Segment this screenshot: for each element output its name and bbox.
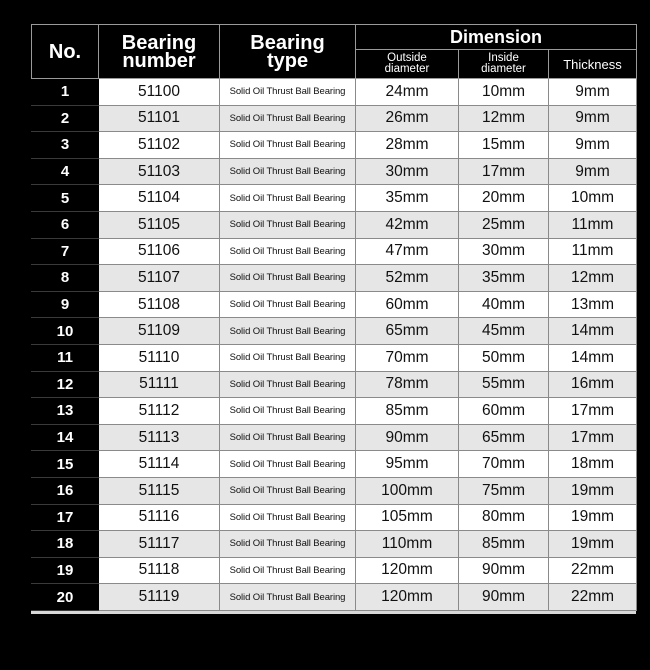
table-row [32,477,637,504]
table-header [32,25,637,79]
cell-outside-diameter: 24mm [356,79,459,106]
cell-bearing-number: 51104 [99,185,220,212]
cell-bearing-number: 51116 [99,504,220,531]
cell-bearing-type: Solid Oil Thrust Ball Bearing [220,344,356,371]
cell-bearing-number: 51115 [99,477,220,504]
cell-thickness: 19mm [549,477,637,504]
cell-thickness: 11mm [549,211,637,238]
cell-thickness: 17mm [549,424,637,451]
cell-outside-diameter: 78mm [356,371,459,398]
cell-inside-diameter: 20mm [459,185,549,212]
cell-no: 7 [32,238,99,265]
cell-bearing-type: Solid Oil Thrust Ball Bearing [220,265,356,292]
table-row [32,238,637,265]
cell-no: 5 [32,185,99,212]
cell-bearing-type: Solid Oil Thrust Ball Bearing [220,531,356,558]
header-dimension: Dimension [356,25,637,50]
table-row [32,557,637,584]
cell-thickness: 9mm [549,105,637,132]
cell-outside-diameter: 28mm [356,132,459,159]
table-row [32,318,637,345]
cell-no: 9 [32,291,99,318]
cell-thickness: 16mm [549,371,637,398]
header-outside-diameter: Outside diameter [356,50,459,79]
cell-bearing-number: 51109 [99,318,220,345]
cell-no: 4 [32,158,99,185]
cell-outside-diameter: 85mm [356,398,459,425]
cell-thickness: 9mm [549,158,637,185]
cell-thickness: 22mm [549,584,637,611]
cell-bearing-number: 51117 [99,531,220,558]
table-body [32,79,637,611]
cell-outside-diameter: 60mm [356,291,459,318]
table-row [32,185,637,212]
cell-no: 18 [32,531,99,558]
table-bottom-border [31,611,636,614]
cell-bearing-number: 51100 [99,79,220,106]
cell-inside-diameter: 65mm [459,424,549,451]
cell-bearing-type: Solid Oil Thrust Ball Bearing [220,132,356,159]
cell-outside-diameter: 42mm [356,211,459,238]
cell-outside-diameter: 65mm [356,318,459,345]
cell-inside-diameter: 80mm [459,504,549,531]
cell-thickness: 19mm [549,504,637,531]
cell-inside-diameter: 70mm [459,451,549,478]
cell-bearing-type: Solid Oil Thrust Ball Bearing [220,238,356,265]
cell-no: 15 [32,451,99,478]
cell-bearing-type: Solid Oil Thrust Ball Bearing [220,318,356,345]
cell-no: 8 [32,265,99,292]
cell-inside-diameter: 25mm [459,211,549,238]
cell-bearing-number: 51107 [99,265,220,292]
table-row [32,344,637,371]
cell-bearing-number: 51103 [99,158,220,185]
cell-inside-diameter: 35mm [459,265,549,292]
table-row [32,504,637,531]
table-row [32,291,637,318]
cell-thickness: 14mm [549,318,637,345]
cell-outside-diameter: 105mm [356,504,459,531]
table-row [32,371,637,398]
cell-outside-diameter: 90mm [356,424,459,451]
cell-no: 12 [32,371,99,398]
cell-outside-diameter: 26mm [356,105,459,132]
cell-bearing-type: Solid Oil Thrust Ball Bearing [220,291,356,318]
cell-bearing-type: Solid Oil Thrust Ball Bearing [220,451,356,478]
cell-bearing-type: Solid Oil Thrust Ball Bearing [220,504,356,531]
table-row [32,531,637,558]
header-thickness: Thickness [549,50,637,79]
table-row [32,398,637,425]
cell-outside-diameter: 120mm [356,584,459,611]
cell-thickness: 9mm [549,79,637,106]
cell-no: 19 [32,557,99,584]
cell-bearing-number: 51119 [99,584,220,611]
cell-inside-diameter: 15mm [459,132,549,159]
cell-bearing-number: 51114 [99,451,220,478]
cell-inside-diameter: 12mm [459,105,549,132]
cell-bearing-number: 51110 [99,344,220,371]
cell-no: 14 [32,424,99,451]
table-row [32,105,637,132]
table-row [32,584,637,611]
cell-outside-diameter: 52mm [356,265,459,292]
cell-outside-diameter: 30mm [356,158,459,185]
cell-thickness: 18mm [549,451,637,478]
cell-bearing-type: Solid Oil Thrust Ball Bearing [220,185,356,212]
cell-inside-diameter: 60mm [459,398,549,425]
cell-bearing-type: Solid Oil Thrust Ball Bearing [220,424,356,451]
cell-bearing-number: 51101 [99,105,220,132]
cell-inside-diameter: 90mm [459,584,549,611]
cell-thickness: 22mm [549,557,637,584]
cell-no: 1 [32,79,99,106]
cell-no: 16 [32,477,99,504]
cell-bearing-type: Solid Oil Thrust Ball Bearing [220,557,356,584]
cell-thickness: 9mm [549,132,637,159]
cell-bearing-type: Solid Oil Thrust Ball Bearing [220,584,356,611]
cell-no: 10 [32,318,99,345]
header-bearing-number: Bearing number [99,25,220,79]
header-no: No. [32,25,99,79]
cell-outside-diameter: 47mm [356,238,459,265]
cell-bearing-type: Solid Oil Thrust Ball Bearing [220,158,356,185]
table-row [32,132,637,159]
cell-bearing-number: 51106 [99,238,220,265]
cell-bearing-number: 51111 [99,371,220,398]
cell-thickness: 14mm [549,344,637,371]
cell-bearing-type: Solid Oil Thrust Ball Bearing [220,79,356,106]
cell-bearing-number: 51112 [99,398,220,425]
cell-bearing-number: 51113 [99,424,220,451]
header-bearing-type: Bearing type [220,25,356,79]
table-row [32,211,637,238]
cell-thickness: 13mm [549,291,637,318]
cell-no: 11 [32,344,99,371]
cell-inside-diameter: 50mm [459,344,549,371]
table-row [32,424,637,451]
cell-thickness: 10mm [549,185,637,212]
cell-bearing-type: Solid Oil Thrust Ball Bearing [220,211,356,238]
cell-outside-diameter: 100mm [356,477,459,504]
cell-outside-diameter: 70mm [356,344,459,371]
cell-bearing-type: Solid Oil Thrust Ball Bearing [220,398,356,425]
table-row [32,265,637,292]
table-row [32,158,637,185]
cell-outside-diameter: 110mm [356,531,459,558]
bearing-table-container [31,24,636,611]
cell-no: 3 [32,132,99,159]
cell-thickness: 12mm [549,265,637,292]
cell-no: 17 [32,504,99,531]
cell-inside-diameter: 17mm [459,158,549,185]
cell-inside-diameter: 10mm [459,79,549,106]
cell-inside-diameter: 90mm [459,557,549,584]
cell-bearing-type: Solid Oil Thrust Ball Bearing [220,371,356,398]
cell-no: 2 [32,105,99,132]
cell-thickness: 11mm [549,238,637,265]
header-inside-diameter: Inside diameter [459,50,549,79]
cell-bearing-type: Solid Oil Thrust Ball Bearing [220,105,356,132]
cell-inside-diameter: 30mm [459,238,549,265]
cell-no: 20 [32,584,99,611]
table-row [32,79,637,106]
cell-thickness: 19mm [549,531,637,558]
table-row [32,451,637,478]
cell-bearing-number: 51108 [99,291,220,318]
bearing-spec-table [31,24,637,611]
cell-bearing-type: Solid Oil Thrust Ball Bearing [220,477,356,504]
cell-thickness: 17mm [549,398,637,425]
cell-outside-diameter: 95mm [356,451,459,478]
cell-bearing-number: 51102 [99,132,220,159]
cell-bearing-number: 51118 [99,557,220,584]
cell-outside-diameter: 35mm [356,185,459,212]
cell-inside-diameter: 75mm [459,477,549,504]
cell-no: 13 [32,398,99,425]
cell-inside-diameter: 85mm [459,531,549,558]
cell-inside-diameter: 55mm [459,371,549,398]
cell-bearing-number: 51105 [99,211,220,238]
cell-outside-diameter: 120mm [356,557,459,584]
cell-inside-diameter: 45mm [459,318,549,345]
cell-inside-diameter: 40mm [459,291,549,318]
cell-no: 6 [32,211,99,238]
